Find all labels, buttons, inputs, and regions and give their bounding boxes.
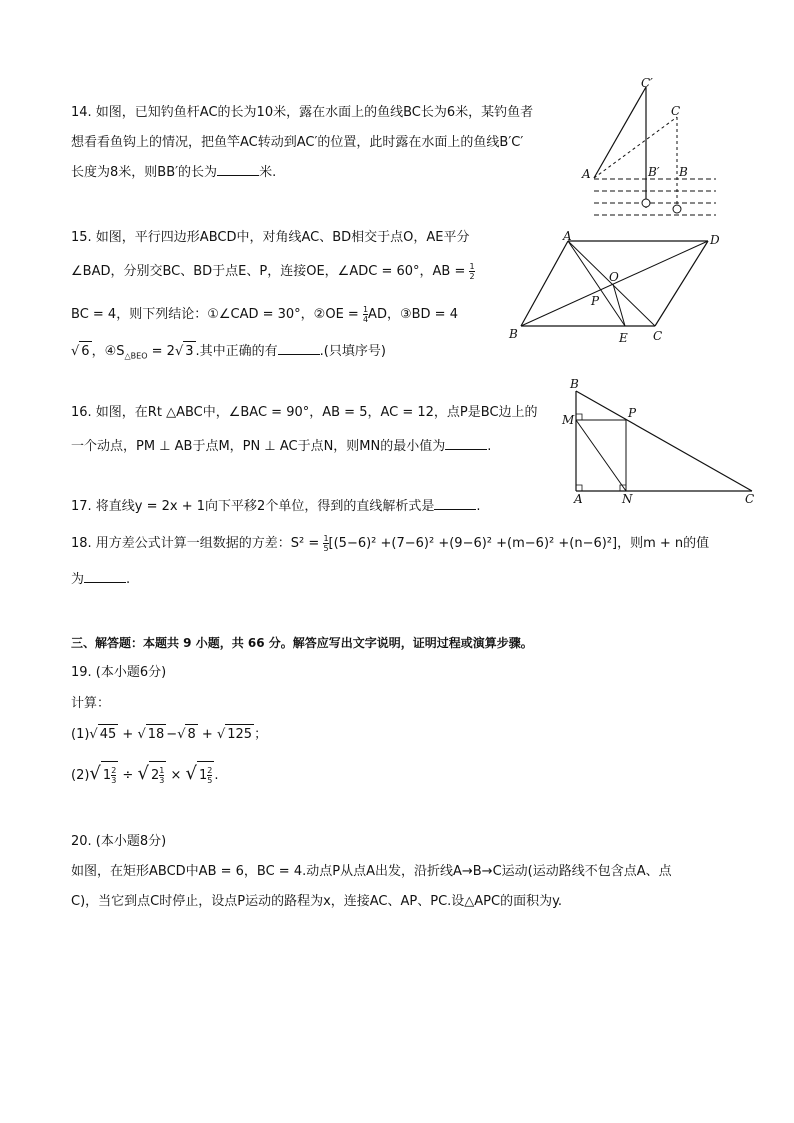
q17-end: . xyxy=(476,499,481,514)
q15-line-2-text: ∠BAD，分别交BC、BD于点E、P，连接OE，∠ADC = 60°，AB = xyxy=(71,264,466,279)
q20-line-2: C)，当它到点C时停止，设点P运动的路程为x，连接AC、AP、PC.设△APC的面积为y. xyxy=(71,894,563,909)
q14-line-3-text: 长度为8米，则BB′的长为 xyxy=(71,165,218,180)
fraction-numerator: 2 xyxy=(207,766,213,775)
fraction-numerator: 1 xyxy=(323,534,329,543)
q18-line-2 xyxy=(71,570,130,590)
label-b: B xyxy=(570,377,579,391)
mixed-whole: 1 xyxy=(102,768,112,783)
sqrt-symbol: √ xyxy=(71,344,80,359)
fraction-denominator: 5 xyxy=(323,544,329,553)
fraction-denominator: 4 xyxy=(362,315,369,324)
q18-line-1 xyxy=(71,534,709,554)
answer-blank xyxy=(434,497,476,510)
fraction-denominator: 5 xyxy=(207,776,213,785)
answer-blank xyxy=(278,342,320,355)
q16-line-2-end: . xyxy=(487,439,492,454)
q18-line-2-end: . xyxy=(126,572,131,587)
label-c: C xyxy=(671,104,681,118)
q19-part-1 xyxy=(71,724,267,745)
sqrt-symbol: √ xyxy=(137,727,146,742)
q19-part-2 xyxy=(71,760,218,790)
label-p: P xyxy=(628,406,637,420)
label-c: C xyxy=(745,492,755,505)
q14-line-3-end: 米. xyxy=(259,165,277,180)
q15-line-4-mid: ，④S xyxy=(91,344,125,359)
label-c: C xyxy=(653,329,663,343)
q15-line-3-text: BC = 4，则下列结论：①∠CAD = 30°，②OE = xyxy=(71,307,359,322)
radicand: 8 xyxy=(185,724,197,745)
fraction-numerator: 1 xyxy=(469,262,475,271)
q15-parallelogram-figure xyxy=(505,230,730,350)
label-p: P xyxy=(591,294,600,308)
operator: ÷ xyxy=(118,768,138,783)
label-o: O xyxy=(609,270,619,284)
fraction xyxy=(469,262,474,281)
q16-line-2-text: 一个动点，PM ⊥ AB于点M，PN ⊥ AC于点N，则MN的最小值为 xyxy=(71,439,446,454)
q17-line xyxy=(71,497,480,517)
mixed-whole: 1 xyxy=(198,768,208,783)
q15-line-1: 15. 如图，平行四边形ABCD中，对角线AC、BD相交于点O，AE平分 xyxy=(71,230,470,245)
fraction-numerator: 2 xyxy=(111,766,117,775)
sqrt-symbol: √ xyxy=(177,727,186,742)
q18-expression: [(5−6)² +(7−6)² +(9−6)² +(m−6)² +(n−6)²]，则m + n的值 xyxy=(328,536,710,551)
radicand: 3 xyxy=(183,341,195,362)
q18-line-2-text: 为 xyxy=(71,572,85,587)
radicand: 45 xyxy=(98,724,119,745)
mixed-whole: 2 xyxy=(150,768,160,783)
fraction-denominator: 3 xyxy=(159,776,165,785)
answer-blank xyxy=(84,570,126,583)
operator: + xyxy=(197,727,217,742)
fraction xyxy=(111,766,116,785)
operator: + xyxy=(118,727,138,742)
q14-fishing-figure xyxy=(580,75,720,225)
sqrt-symbol: √ xyxy=(89,727,98,742)
q14-line-2: 想看看鱼钩上的情况，把鱼竿AC转动到AC′的位置，此时露在水面上的鱼线B′C′ xyxy=(71,135,524,150)
fraction xyxy=(159,766,164,785)
label-d: D xyxy=(710,233,720,247)
fraction xyxy=(207,766,212,785)
q15-line-3-end: AD，③BD = 4 xyxy=(368,307,458,322)
q16-line-2 xyxy=(71,437,491,457)
label-m: M xyxy=(562,413,575,427)
end-punct: ； xyxy=(254,727,268,742)
label-a: A xyxy=(574,492,583,505)
radicand: 125 xyxy=(225,724,254,745)
q16-line-1: 16. 如图，在Rt △ABC中，∠BAC = 90°，AB = 5，AC = 12，点P是BC边上的 xyxy=(71,405,538,420)
q15-line-4-eq: = 2 xyxy=(147,344,175,359)
q16-triangle-figure xyxy=(560,375,760,505)
sqrt-symbol: √ xyxy=(89,763,101,784)
fraction-denominator: 3 xyxy=(111,776,117,785)
q14-line-1: 14. 如图，已知钓鱼杆AC的长为10米，露在水面上的鱼线BC长为6米，某钓鱼者 xyxy=(71,105,534,120)
sqrt-symbol: √ xyxy=(137,763,149,784)
label-n: N xyxy=(622,492,633,505)
q19-intro: 计算： xyxy=(71,696,111,711)
sqrt-symbol: √ xyxy=(185,763,197,784)
radicand xyxy=(149,761,166,790)
fraction-numerator: 1 xyxy=(362,305,369,314)
q20-title: 20. (本小题8分) xyxy=(71,834,167,849)
end-punct: . xyxy=(214,768,219,783)
q15-line-4 xyxy=(71,341,386,367)
q19-title: 19. (本小题6分) xyxy=(71,665,167,680)
radicand: 18 xyxy=(146,724,167,745)
part-label: (1) xyxy=(71,727,90,742)
label-b: B xyxy=(509,327,518,341)
radicand: 6 xyxy=(79,341,91,362)
operator: − xyxy=(166,727,178,742)
q18-text: 18. 用方差公式计算一组数据的方差：S² = xyxy=(71,536,320,551)
label-e: E xyxy=(619,331,628,345)
subscript: △BEO xyxy=(124,351,148,361)
q17-text: 17. 将直线y = 2x + 1向下平移2个单位，得到的直线解析式是 xyxy=(71,499,435,514)
sqrt-symbol: √ xyxy=(174,344,184,359)
label-a: A xyxy=(563,230,572,243)
label-b-prime: B′ xyxy=(648,165,660,179)
section-3-heading: 三、解答题：本题共 9 小题，共 66 分。解答应写出文字说明，证明过程或演算步骤。 xyxy=(71,636,533,650)
q20-line-1: 如图，在矩形ABCD中AB = 6，BC = 4.动点P从点A出发，沿折线A→B→C运动(运动路线不包含点A、点 xyxy=(71,864,672,879)
radicand xyxy=(197,761,214,790)
q15-line-3 xyxy=(71,305,458,325)
radicand xyxy=(101,761,118,790)
label-c-prime: C′ xyxy=(641,76,653,90)
sqrt-symbol: √ xyxy=(216,727,226,742)
answer-blank xyxy=(217,163,259,176)
fraction-denominator: 2 xyxy=(469,272,475,281)
answer-blank xyxy=(445,437,487,450)
q14-line-3 xyxy=(71,163,276,183)
part-label: (2) xyxy=(71,768,90,783)
q15-line-2 xyxy=(71,262,475,282)
q15-line-4-end: .(只填序号) xyxy=(319,344,386,359)
label-b: B xyxy=(679,165,688,179)
label-a: A xyxy=(582,167,591,181)
operator: × xyxy=(166,768,186,783)
q15-line-4-post: .其中正确的有 xyxy=(195,344,278,359)
fraction-numerator: 1 xyxy=(159,766,165,775)
